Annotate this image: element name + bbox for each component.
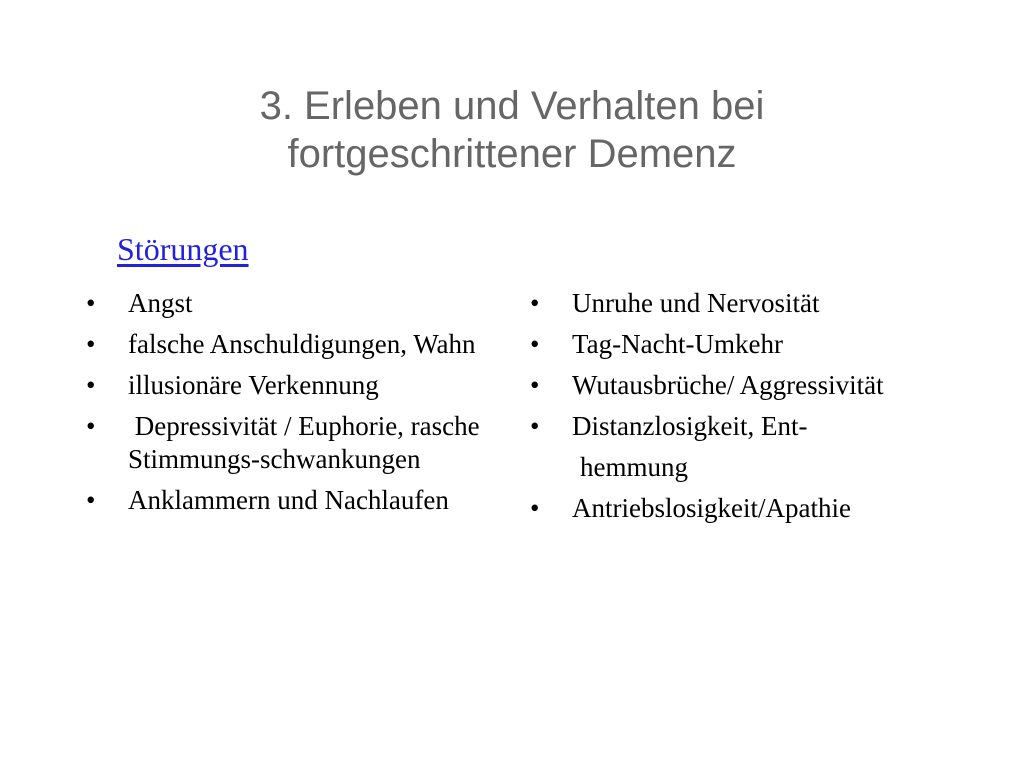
list-item [524, 492, 964, 525]
list-item [80, 484, 500, 517]
list-item-text: hemmung [580, 452, 688, 482]
bullet-icon: • [530, 288, 540, 318]
list-item-text: Wutausbrüche/ Aggressivität [572, 370, 884, 400]
list-item-text: falsche Anschuldigungen, Wahn [128, 329, 476, 359]
list-item [524, 287, 964, 320]
list-item [80, 328, 500, 361]
list-item-text: Angst [128, 288, 193, 318]
title-line-2: fortgeschrittener Demenz [287, 132, 737, 176]
list-item-text: Unruhe und Nervosität [572, 288, 820, 318]
bullet-icon: • [530, 370, 540, 400]
bullet-icon: • [86, 370, 96, 400]
list-item-text: Depressivität / Euphorie, rasche Stimmungs-schwankungen [128, 411, 487, 474]
list-item [524, 328, 964, 361]
left-bullet-list [80, 287, 500, 525]
stoerungen-link[interactable]: Störungen [117, 231, 249, 267]
bullet-icon: • [86, 411, 96, 441]
list-item [80, 287, 500, 320]
list-item-text: Antriebslosigkeit/Apathie [572, 493, 851, 523]
list-item [524, 410, 964, 443]
list-item-text: illusionäre Verkennung [128, 370, 379, 400]
bullet-icon: • [86, 288, 96, 318]
title-line-1: 3. Erleben und Verhalten bei [259, 84, 765, 128]
bullet-icon: • [86, 329, 96, 359]
list-item [80, 410, 500, 476]
list-item-text: Tag-Nacht-Umkehr [572, 329, 784, 359]
right-bullet-list [524, 287, 964, 533]
list-item-text: Distanzlosigkeit, Ent- [572, 411, 808, 441]
bullet-icon: • [86, 485, 96, 515]
bullet-icon: • [530, 411, 540, 441]
bullet-icon: • [530, 329, 540, 359]
list-item [80, 369, 500, 402]
bullet-icon: • [530, 493, 540, 523]
slide-title [0, 82, 1024, 178]
list-item-text: Anklammern und Nachlaufen [128, 485, 449, 515]
list-item-continuation [524, 451, 964, 484]
list-item [524, 369, 964, 402]
